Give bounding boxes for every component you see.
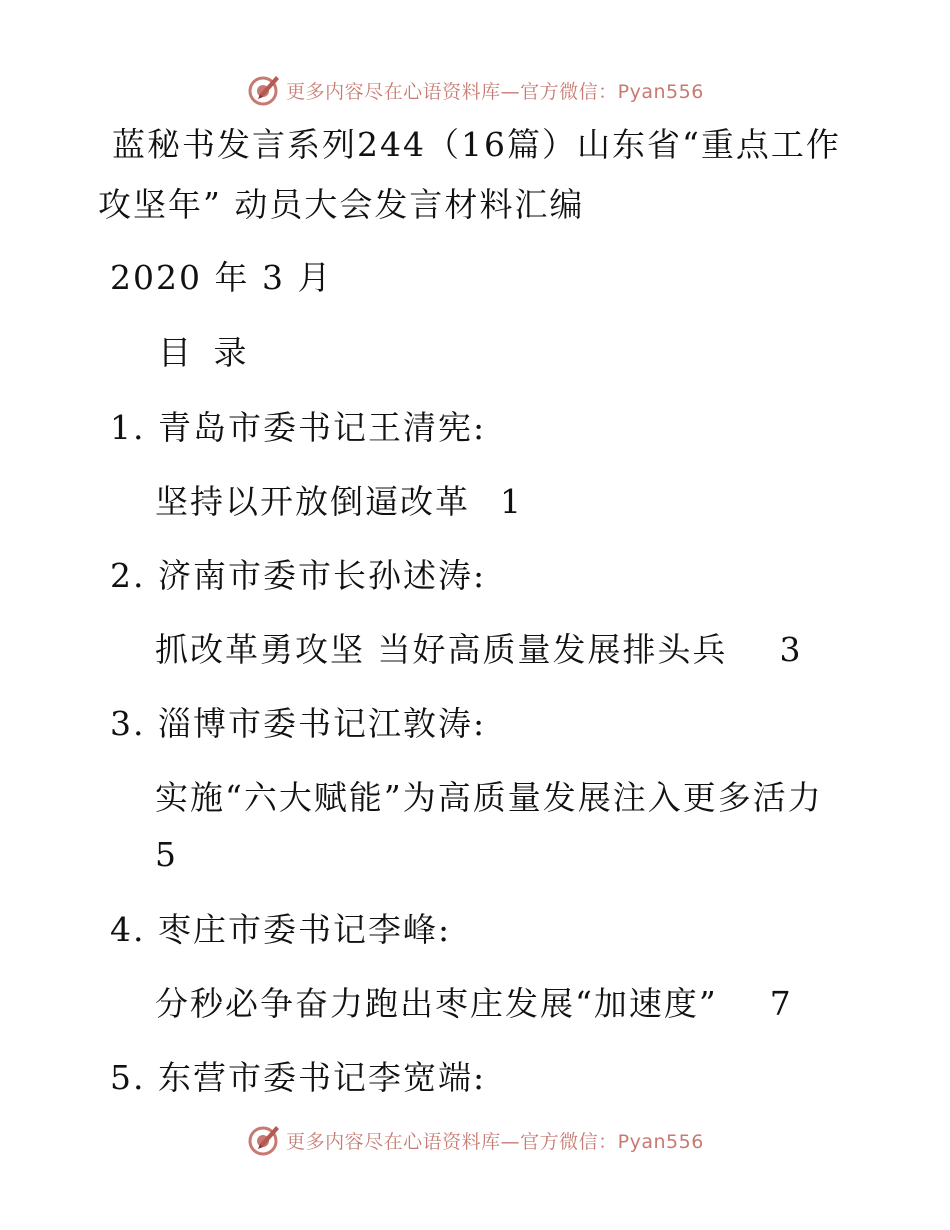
toc-entry-4-title [155,984,793,1024]
toc-entry-title: 分秒必争奋力跑出枣庄发展“加速度” [155,984,718,1023]
pen-logo-icon [246,1122,282,1158]
toc-entry-author: 枣庄市委书记李峰: [158,910,452,949]
toc-entry-author: 济南市委市长孙述涛: [158,556,487,595]
doc-title-line-2: 攻坚年” 动员大会发言材料汇编 [98,185,585,224]
toc-entry-page: 3 [779,630,803,669]
watermark-banner-bottom [0,1120,950,1160]
toc-entry-number: 3. [110,704,146,743]
toc-entry-number: 1. [110,408,146,447]
toc-entry-author: 东营市委书记李宽端: [158,1058,487,1097]
toc-entry-title: 坚持以开放倒逼改革 [155,482,470,521]
toc-entry-title: 抓改革勇攻坚 当好高质量发展排头兵 [155,630,728,669]
toc-entry-2-author [110,556,486,596]
toc-entry-4-author [110,910,451,950]
watermark-banner-top [0,70,950,110]
toc-entry-number: 4. [110,910,146,949]
toc-entry-3-page: 5 [155,835,178,874]
doc-date: 2020 年 3 月 [110,258,333,297]
toc-entry-page: 1 [500,482,523,521]
toc-entry-5-author [110,1058,486,1098]
watermark-text: 更多内容尽在心语资料库—官方微信：Pyan556 [286,1130,704,1153]
toc-entry-2-title [155,630,803,670]
toc-entry-page: 7 [769,984,793,1023]
toc-entry-3-title: 实施“六大赋能”为高质量发展注入更多活力 [155,778,823,817]
watermark-text: 更多内容尽在心语资料库—官方微信：Pyan556 [286,80,704,103]
doc-title-line-1: 蓝秘书发言系列244（16篇）山东省“重点工作 [112,125,841,164]
toc-entry-number: 5. [110,1058,146,1097]
toc-entry-author: 青岛市委书记王清宪: [158,408,487,447]
toc-entry-number: 2. [110,556,146,595]
toc-entry-author: 淄博市委书记江敦涛: [158,704,487,743]
toc-entry-3-author [110,704,486,744]
toc-entry-1-author [110,408,486,448]
toc-entry-1-title [155,482,523,522]
pen-logo-icon [246,72,282,108]
toc-heading: 目 录 [158,333,253,372]
